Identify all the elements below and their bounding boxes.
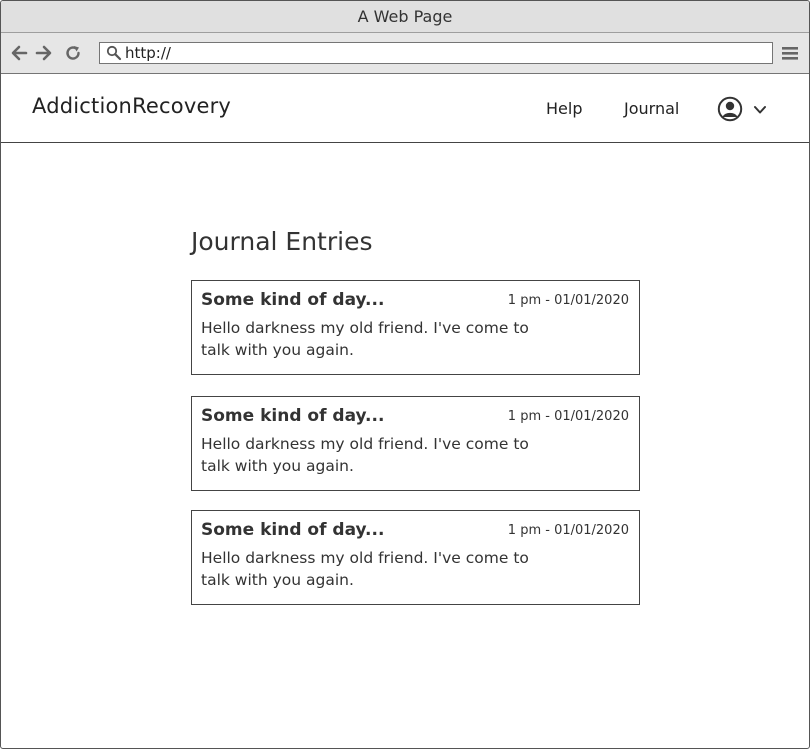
page-title: Journal Entries [191,227,373,256]
journal-entry-card[interactable] [191,510,640,605]
entry-excerpt: Hello darkness my old friend. I've come to talk with you again. [201,549,529,589]
journal-entry-card[interactable] [191,280,640,375]
back-arrow-icon[interactable] [10,44,28,62]
search-icon [106,45,122,61]
entry-title: Some kind of day... [201,406,385,426]
user-circle-icon [717,96,743,122]
nav-help-link[interactable]: Help [546,99,583,118]
entry-timestamp: 1 pm - 01/01/2020 [507,293,629,308]
brand-logo[interactable]: AddictionRecovery [32,94,232,118]
entry-excerpt: Hello darkness my old friend. I've come to talk with you again. [201,435,529,475]
chevron-down-icon [753,104,767,116]
reload-icon[interactable] [64,44,82,62]
nav-journal-link[interactable]: Journal [624,99,680,118]
address-bar [99,42,773,64]
entry-title: Some kind of day... [201,520,385,540]
entry-timestamp: 1 pm - 01/01/2020 [507,523,629,538]
browser-toolbar [1,33,809,74]
window-title: A Web Page [1,1,809,33]
app-header [1,74,809,143]
journal-entry-card[interactable] [191,396,640,491]
entry-excerpt: Hello darkness my old friend. I've come to talk with you again. [201,319,529,359]
account-menu-button[interactable] [717,96,773,124]
forward-arrow-icon[interactable] [35,44,53,62]
entry-timestamp: 1 pm - 01/01/2020 [507,409,629,424]
entry-title: Some kind of day... [201,290,385,310]
hamburger-menu-icon[interactable] [781,44,799,62]
url-input[interactable] [125,43,765,63]
